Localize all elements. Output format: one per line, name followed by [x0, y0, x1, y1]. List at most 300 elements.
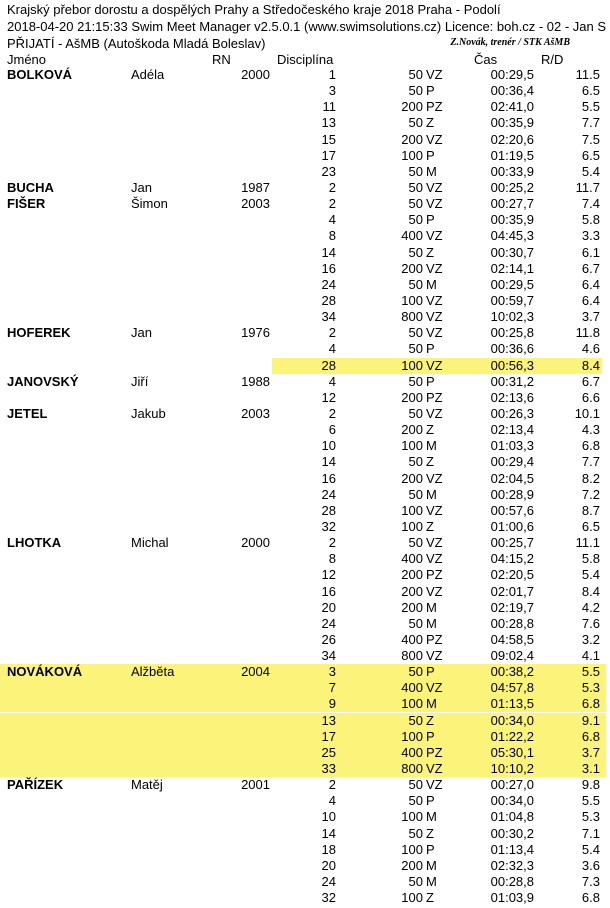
table-row	[0, 132, 610, 148]
swimmer-surname: JANOVSKÝ	[7, 373, 79, 389]
rd-value: 7.6	[581, 615, 600, 631]
discipline-number: 20	[321, 599, 336, 615]
rd-value: 3.7	[581, 744, 600, 760]
rd-value: 6.6	[581, 389, 600, 405]
discipline-number: 3	[328, 664, 336, 680]
discipline-number: 15	[321, 131, 336, 147]
table-row	[0, 793, 610, 809]
discipline-distance: 400	[401, 551, 423, 567]
discipline-distance: 200	[401, 857, 423, 873]
discipline-style: VZ	[426, 777, 443, 793]
entry-time: 00:25,8	[490, 325, 534, 341]
discipline-distance: 50	[408, 83, 423, 99]
rd-value: 3.1	[581, 761, 600, 777]
entry-time: 02:13,6	[490, 389, 534, 405]
discipline-style: M	[426, 696, 437, 712]
discipline-distance: 50	[408, 535, 423, 551]
discipline-style: M	[426, 276, 437, 292]
rd-value: 9.8	[581, 777, 600, 793]
discipline-number: 2	[328, 777, 336, 793]
rd-value: 5.5	[581, 793, 600, 809]
entry-time: 02:20,6	[490, 131, 534, 147]
discipline-number: 4	[328, 793, 336, 809]
discipline-distance: 100	[401, 502, 423, 518]
table-row	[0, 309, 610, 325]
entry-time: 02:01,7	[490, 583, 534, 599]
entry-time: 01:22,2	[490, 728, 534, 744]
rd-value: 6.5	[581, 518, 600, 534]
rd-value: 6.5	[581, 147, 600, 163]
entry-time: 09:02,4	[490, 648, 534, 664]
discipline-style: VZ	[426, 131, 443, 147]
table-row	[0, 842, 610, 858]
discipline-style: Z	[426, 518, 434, 534]
rd-value: 8.2	[581, 470, 600, 486]
discipline-style: M	[426, 857, 437, 873]
rd-value: 11.5	[575, 67, 600, 82]
swimmer-surname: NOVÁKOVÁ	[7, 664, 83, 680]
discipline-style: VZ	[426, 535, 443, 551]
table-row	[0, 616, 610, 632]
entry-time: 00:59,7	[490, 292, 534, 308]
rd-value: 9.1	[581, 712, 600, 728]
swimmer-firstname: Jan	[131, 325, 152, 341]
discipline-distance: 50	[408, 825, 423, 841]
table-row	[0, 164, 610, 180]
swimmer-firstname: Matěj	[131, 777, 163, 793]
table-row	[0, 551, 610, 567]
rd-value: 6.4	[581, 292, 600, 308]
discipline-number: 26	[321, 631, 336, 647]
entry-time: 00:34,0	[490, 712, 534, 728]
discipline-style: P	[426, 341, 435, 357]
swimmer-firstname: Jan	[131, 179, 152, 195]
discipline-style: M	[426, 163, 437, 179]
swimmer-surname: PAŘÍZEK	[7, 777, 64, 793]
discipline-number: 2	[328, 196, 336, 212]
discipline-number: 17	[321, 147, 336, 163]
discipline-distance: 800	[401, 648, 423, 664]
discipline-style: P	[426, 212, 435, 228]
discipline-distance: 50	[408, 793, 423, 809]
rd-value: 7.2	[581, 486, 600, 502]
swimmer-firstname: Alžběta	[131, 664, 175, 680]
discipline-distance: 50	[408, 454, 423, 470]
entry-time: 00:29,4	[490, 454, 534, 470]
discipline-number: 34	[321, 309, 336, 325]
rd-value: 3.3	[581, 228, 600, 244]
discipline-distance: 200	[401, 99, 423, 115]
discipline-number: 32	[321, 890, 336, 906]
discipline-distance: 50	[408, 712, 423, 728]
discipline-distance: 50	[408, 115, 423, 131]
discipline-distance: 50	[408, 777, 423, 793]
entry-time: 00:28,9	[490, 486, 534, 502]
rd-value: 4.1	[581, 648, 600, 664]
discipline-style: M	[426, 874, 437, 890]
discipline-number: 2	[328, 179, 336, 195]
discipline-distance: 100	[401, 357, 423, 373]
table-row	[0, 99, 610, 115]
discipline-number: 34	[321, 648, 336, 664]
discipline-number: 10	[321, 809, 336, 825]
column-header-name: Jméno	[7, 52, 47, 67]
discipline-number: 16	[321, 470, 336, 486]
discipline-number: 24	[321, 874, 336, 890]
entry-time: 02:19,7	[490, 599, 534, 615]
entry-time: 10:02,3	[490, 309, 534, 325]
discipline-distance: 100	[401, 696, 423, 712]
discipline-distance: 200	[401, 260, 423, 276]
discipline-number: 9	[328, 696, 336, 712]
discipline-style: P	[426, 793, 435, 809]
discipline-style: P	[426, 373, 435, 389]
discipline-style: M	[426, 486, 437, 502]
column-header-discipline: Disciplína	[277, 52, 334, 67]
discipline-style: VZ	[426, 179, 443, 195]
entry-time: 02:41,0	[490, 99, 534, 115]
entry-time: 00:29,5	[490, 67, 534, 82]
rd-value: 5.8	[581, 212, 600, 228]
swimmer-surname: LHOTKA	[7, 535, 62, 551]
rd-value: 5.5	[581, 664, 600, 680]
discipline-distance: 50	[408, 196, 423, 212]
rd-value: 7.3	[581, 874, 600, 890]
discipline-distance: 50	[408, 163, 423, 179]
table-row	[0, 890, 610, 906]
rd-value: 6.8	[581, 696, 600, 712]
discipline-number: 16	[321, 260, 336, 276]
table-row	[0, 632, 610, 648]
rd-value: 11.7	[575, 179, 600, 195]
table-row	[0, 261, 610, 277]
discipline-distance: 50	[408, 373, 423, 389]
rd-value: 5.5	[581, 99, 600, 115]
discipline-distance: 100	[401, 809, 423, 825]
entry-time: 01:03,3	[490, 438, 534, 454]
table-row	[0, 390, 610, 406]
discipline-style: P	[426, 83, 435, 99]
entry-time: 00:57,6	[490, 502, 534, 518]
discipline-distance: 200	[401, 599, 423, 615]
rd-value: 3.2	[581, 631, 600, 647]
discipline-distance: 50	[408, 67, 423, 82]
discipline-distance: 50	[408, 874, 423, 890]
rd-value: 5.3	[581, 680, 600, 696]
discipline-style: VZ	[426, 67, 443, 82]
discipline-style: Z	[426, 454, 434, 470]
discipline-distance: 100	[401, 728, 423, 744]
entry-time: 00:27,7	[490, 196, 534, 212]
discipline-style: Z	[426, 244, 434, 260]
generator-info: 2018-04-20 21:15:33 Swim Meet Manager v2.5.0.1 (www.swimsolutions.cz) Licence: boh.cz - 02 - Jan S	[7, 19, 607, 34]
birth-year: 2001	[241, 777, 270, 793]
discipline-distance: 200	[401, 567, 423, 583]
rd-value: 7.4	[581, 196, 600, 212]
table-row	[0, 777, 610, 793]
discipline-style: VZ	[426, 292, 443, 308]
swimmer-surname: JETEL	[7, 405, 48, 421]
discipline-number: 25	[321, 744, 336, 760]
rd-value: 7.5	[581, 131, 600, 147]
discipline-number: 8	[328, 228, 336, 244]
table-row	[0, 180, 610, 196]
column-header-time: Čas	[474, 52, 498, 67]
discipline-distance: 50	[408, 341, 423, 357]
discipline-number: 28	[321, 292, 336, 308]
rd-value: 6.1	[581, 244, 600, 260]
table-row	[0, 809, 610, 825]
discipline-style: PZ	[426, 744, 443, 760]
table-row	[0, 277, 610, 293]
discipline-number: 32	[321, 518, 336, 534]
discipline-distance: 100	[401, 438, 423, 454]
rd-value: 11.1	[575, 535, 600, 551]
rd-value: 6.4	[581, 276, 600, 292]
discipline-number: 23	[321, 163, 336, 179]
swimmer-surname: BUCHA	[7, 179, 54, 195]
table-row	[0, 83, 610, 99]
discipline-style: VZ	[426, 470, 443, 486]
table-row	[0, 454, 610, 470]
entry-time: 00:28,8	[490, 874, 534, 890]
entry-time: 02:20,5	[490, 567, 534, 583]
entry-time: 02:32,3	[490, 857, 534, 873]
rd-value: 7.7	[581, 115, 600, 131]
discipline-number: 20	[321, 857, 336, 873]
entry-time: 00:34,0	[490, 793, 534, 809]
table-row	[0, 519, 610, 535]
entry-time: 00:36,6	[490, 341, 534, 357]
discipline-number: 4	[328, 373, 336, 389]
discipline-distance: 200	[401, 389, 423, 405]
entry-time: 00:30,7	[490, 244, 534, 260]
table-row	[0, 680, 610, 696]
discipline-number: 18	[321, 841, 336, 857]
discipline-number: 28	[321, 357, 336, 373]
table-row	[0, 664, 610, 680]
discipline-number: 11	[322, 99, 336, 115]
discipline-number: 1	[328, 67, 336, 82]
entry-time: 01:03,9	[490, 890, 534, 906]
discipline-distance: 100	[401, 518, 423, 534]
birth-year: 2003	[241, 405, 270, 421]
rd-value: 6.8	[581, 890, 600, 906]
entry-time: 00:28,8	[490, 615, 534, 631]
table-row	[0, 471, 610, 487]
discipline-distance: 50	[408, 212, 423, 228]
discipline-distance: 50	[408, 244, 423, 260]
rd-value: 5.4	[581, 567, 600, 583]
table-row	[0, 713, 610, 729]
discipline-style: P	[426, 664, 435, 680]
table-row	[0, 648, 610, 664]
discipline-style: VZ	[426, 196, 443, 212]
discipline-style: VZ	[426, 583, 443, 599]
entry-time: 04:45,3	[490, 228, 534, 244]
discipline-distance: 400	[401, 680, 423, 696]
discipline-distance: 400	[401, 744, 423, 760]
entry-time: 00:31,2	[490, 373, 534, 389]
swimmer-surname: BOLKOVÁ	[7, 67, 72, 82]
discipline-style: VZ	[426, 260, 443, 276]
discipline-number: 2	[328, 535, 336, 551]
meet-title: Krajský přebor dorostu a dospělých Prahy a Středočeského kraje 2018 Praha - Podolí	[7, 2, 501, 17]
rd-value: 5.4	[581, 841, 600, 857]
rd-value: 8.4	[581, 357, 600, 373]
discipline-number: 12	[321, 567, 336, 583]
table-row	[0, 67, 610, 83]
discipline-number: 2	[328, 325, 336, 341]
discipline-distance: 50	[408, 325, 423, 341]
entry-time: 00:27,0	[490, 777, 534, 793]
entry-time: 02:14,1	[490, 260, 534, 276]
entry-time: 01:19,5	[490, 147, 534, 163]
table-row	[0, 438, 610, 454]
discipline-distance: 100	[401, 147, 423, 163]
entry-time: 00:26,3	[490, 405, 534, 421]
discipline-style: VZ	[426, 761, 443, 777]
rd-value: 6.8	[581, 728, 600, 744]
discipline-style: Z	[426, 825, 434, 841]
table-row	[0, 406, 610, 422]
discipline-number: 24	[321, 276, 336, 292]
discipline-number: 13	[321, 115, 336, 131]
discipline-number: 2	[328, 405, 336, 421]
discipline-number: 24	[321, 615, 336, 631]
rd-value: 8.7	[581, 502, 600, 518]
entry-time: 01:13,4	[490, 841, 534, 857]
rd-value: 5.8	[581, 551, 600, 567]
table-row	[0, 293, 610, 309]
rd-value: 3.6	[581, 857, 600, 873]
discipline-distance: 50	[408, 615, 423, 631]
swimmer-firstname: Šimon	[131, 196, 168, 212]
discipline-style: VZ	[426, 405, 443, 421]
entry-time: 10:10,2	[490, 761, 534, 777]
discipline-distance: 400	[401, 631, 423, 647]
discipline-number: 4	[328, 341, 336, 357]
discipline-style: PZ	[426, 567, 443, 583]
rd-value: 8.4	[581, 583, 600, 599]
birth-year: 1988	[241, 373, 270, 389]
entry-time: 01:13,5	[490, 696, 534, 712]
entry-time: 00:29,5	[490, 276, 534, 292]
table-row	[0, 729, 610, 745]
table-row	[0, 600, 610, 616]
discipline-number: 17	[321, 728, 336, 744]
rd-value: 4.2	[581, 599, 600, 615]
discipline-number: 14	[321, 825, 336, 841]
entry-time: 00:35,9	[490, 212, 534, 228]
rd-value: 3.7	[581, 309, 600, 325]
discipline-number: 14	[321, 454, 336, 470]
birth-year: 2004	[241, 664, 270, 680]
discipline-distance: 50	[408, 179, 423, 195]
entry-time: 00:25,7	[490, 535, 534, 551]
rd-value: 6.7	[581, 373, 600, 389]
swimmer-firstname: Jakub	[131, 405, 166, 421]
table-row	[0, 874, 610, 890]
entry-time: 00:56,3	[490, 357, 534, 373]
swimmer-firstname: Michal	[131, 535, 169, 551]
discipline-number: 13	[321, 712, 336, 728]
discipline-style: VZ	[426, 551, 443, 567]
table-row	[0, 503, 610, 519]
discipline-distance: 200	[401, 131, 423, 147]
entry-time: 00:25,2	[490, 179, 534, 195]
swimmer-surname: HOFEREK	[7, 325, 71, 341]
discipline-style: VZ	[426, 502, 443, 518]
entry-time: 00:35,9	[490, 115, 534, 131]
discipline-distance: 100	[401, 292, 423, 308]
discipline-distance: 100	[401, 890, 423, 906]
discipline-style: Z	[426, 890, 434, 906]
discipline-style: VZ	[426, 357, 443, 373]
rd-value: 7.7	[581, 454, 600, 470]
entry-time: 00:30,2	[490, 825, 534, 841]
discipline-distance: 100	[401, 841, 423, 857]
entry-time: 02:04,5	[490, 470, 534, 486]
discipline-style: VZ	[426, 325, 443, 341]
discipline-distance: 200	[401, 422, 423, 438]
table-row	[0, 487, 610, 503]
discipline-style: Z	[426, 712, 434, 728]
rd-value: 6.8	[581, 438, 600, 454]
entry-time: 04:57,8	[490, 680, 534, 696]
rd-value: 4.3	[581, 422, 600, 438]
discipline-number: 4	[328, 212, 336, 228]
table-row	[0, 826, 610, 842]
table-row	[0, 696, 610, 712]
discipline-number: 14	[321, 244, 336, 260]
discipline-style: P	[426, 841, 435, 857]
table-row	[0, 761, 610, 777]
discipline-style: P	[426, 728, 435, 744]
discipline-style: Z	[426, 422, 434, 438]
rd-value: 5.4	[581, 163, 600, 179]
coach-signature: Z.Novák, trenér / STK AšMB	[450, 37, 570, 48]
discipline-number: 12	[321, 389, 336, 405]
discipline-distance: 800	[401, 761, 423, 777]
discipline-distance: 50	[408, 486, 423, 502]
birth-year: 2003	[241, 196, 270, 212]
entry-time: 00:33,9	[490, 163, 534, 179]
birth-year: 2000	[241, 535, 270, 551]
entry-time: 00:38,2	[490, 664, 534, 680]
rd-value: 10.1	[574, 405, 600, 421]
discipline-distance: 400	[401, 228, 423, 244]
table-row	[0, 567, 610, 583]
discipline-style: P	[426, 147, 435, 163]
discipline-number: 7	[328, 680, 336, 696]
rd-value: 5.3	[581, 809, 600, 825]
rd-value: 6.7	[581, 260, 600, 276]
birth-year: 2000	[241, 67, 270, 82]
discipline-style: PZ	[426, 99, 443, 115]
discipline-style: VZ	[426, 648, 443, 664]
discipline-style: VZ	[426, 309, 443, 325]
discipline-style: M	[426, 438, 437, 454]
discipline-style: M	[426, 599, 437, 615]
table-row	[0, 245, 610, 261]
rd-value: 4.6	[581, 341, 600, 357]
discipline-number: 10	[321, 438, 336, 454]
discipline-number: 3	[328, 83, 336, 99]
discipline-distance: 50	[408, 664, 423, 680]
results-table	[0, 67, 610, 906]
entry-time: 05:30,1	[490, 744, 534, 760]
